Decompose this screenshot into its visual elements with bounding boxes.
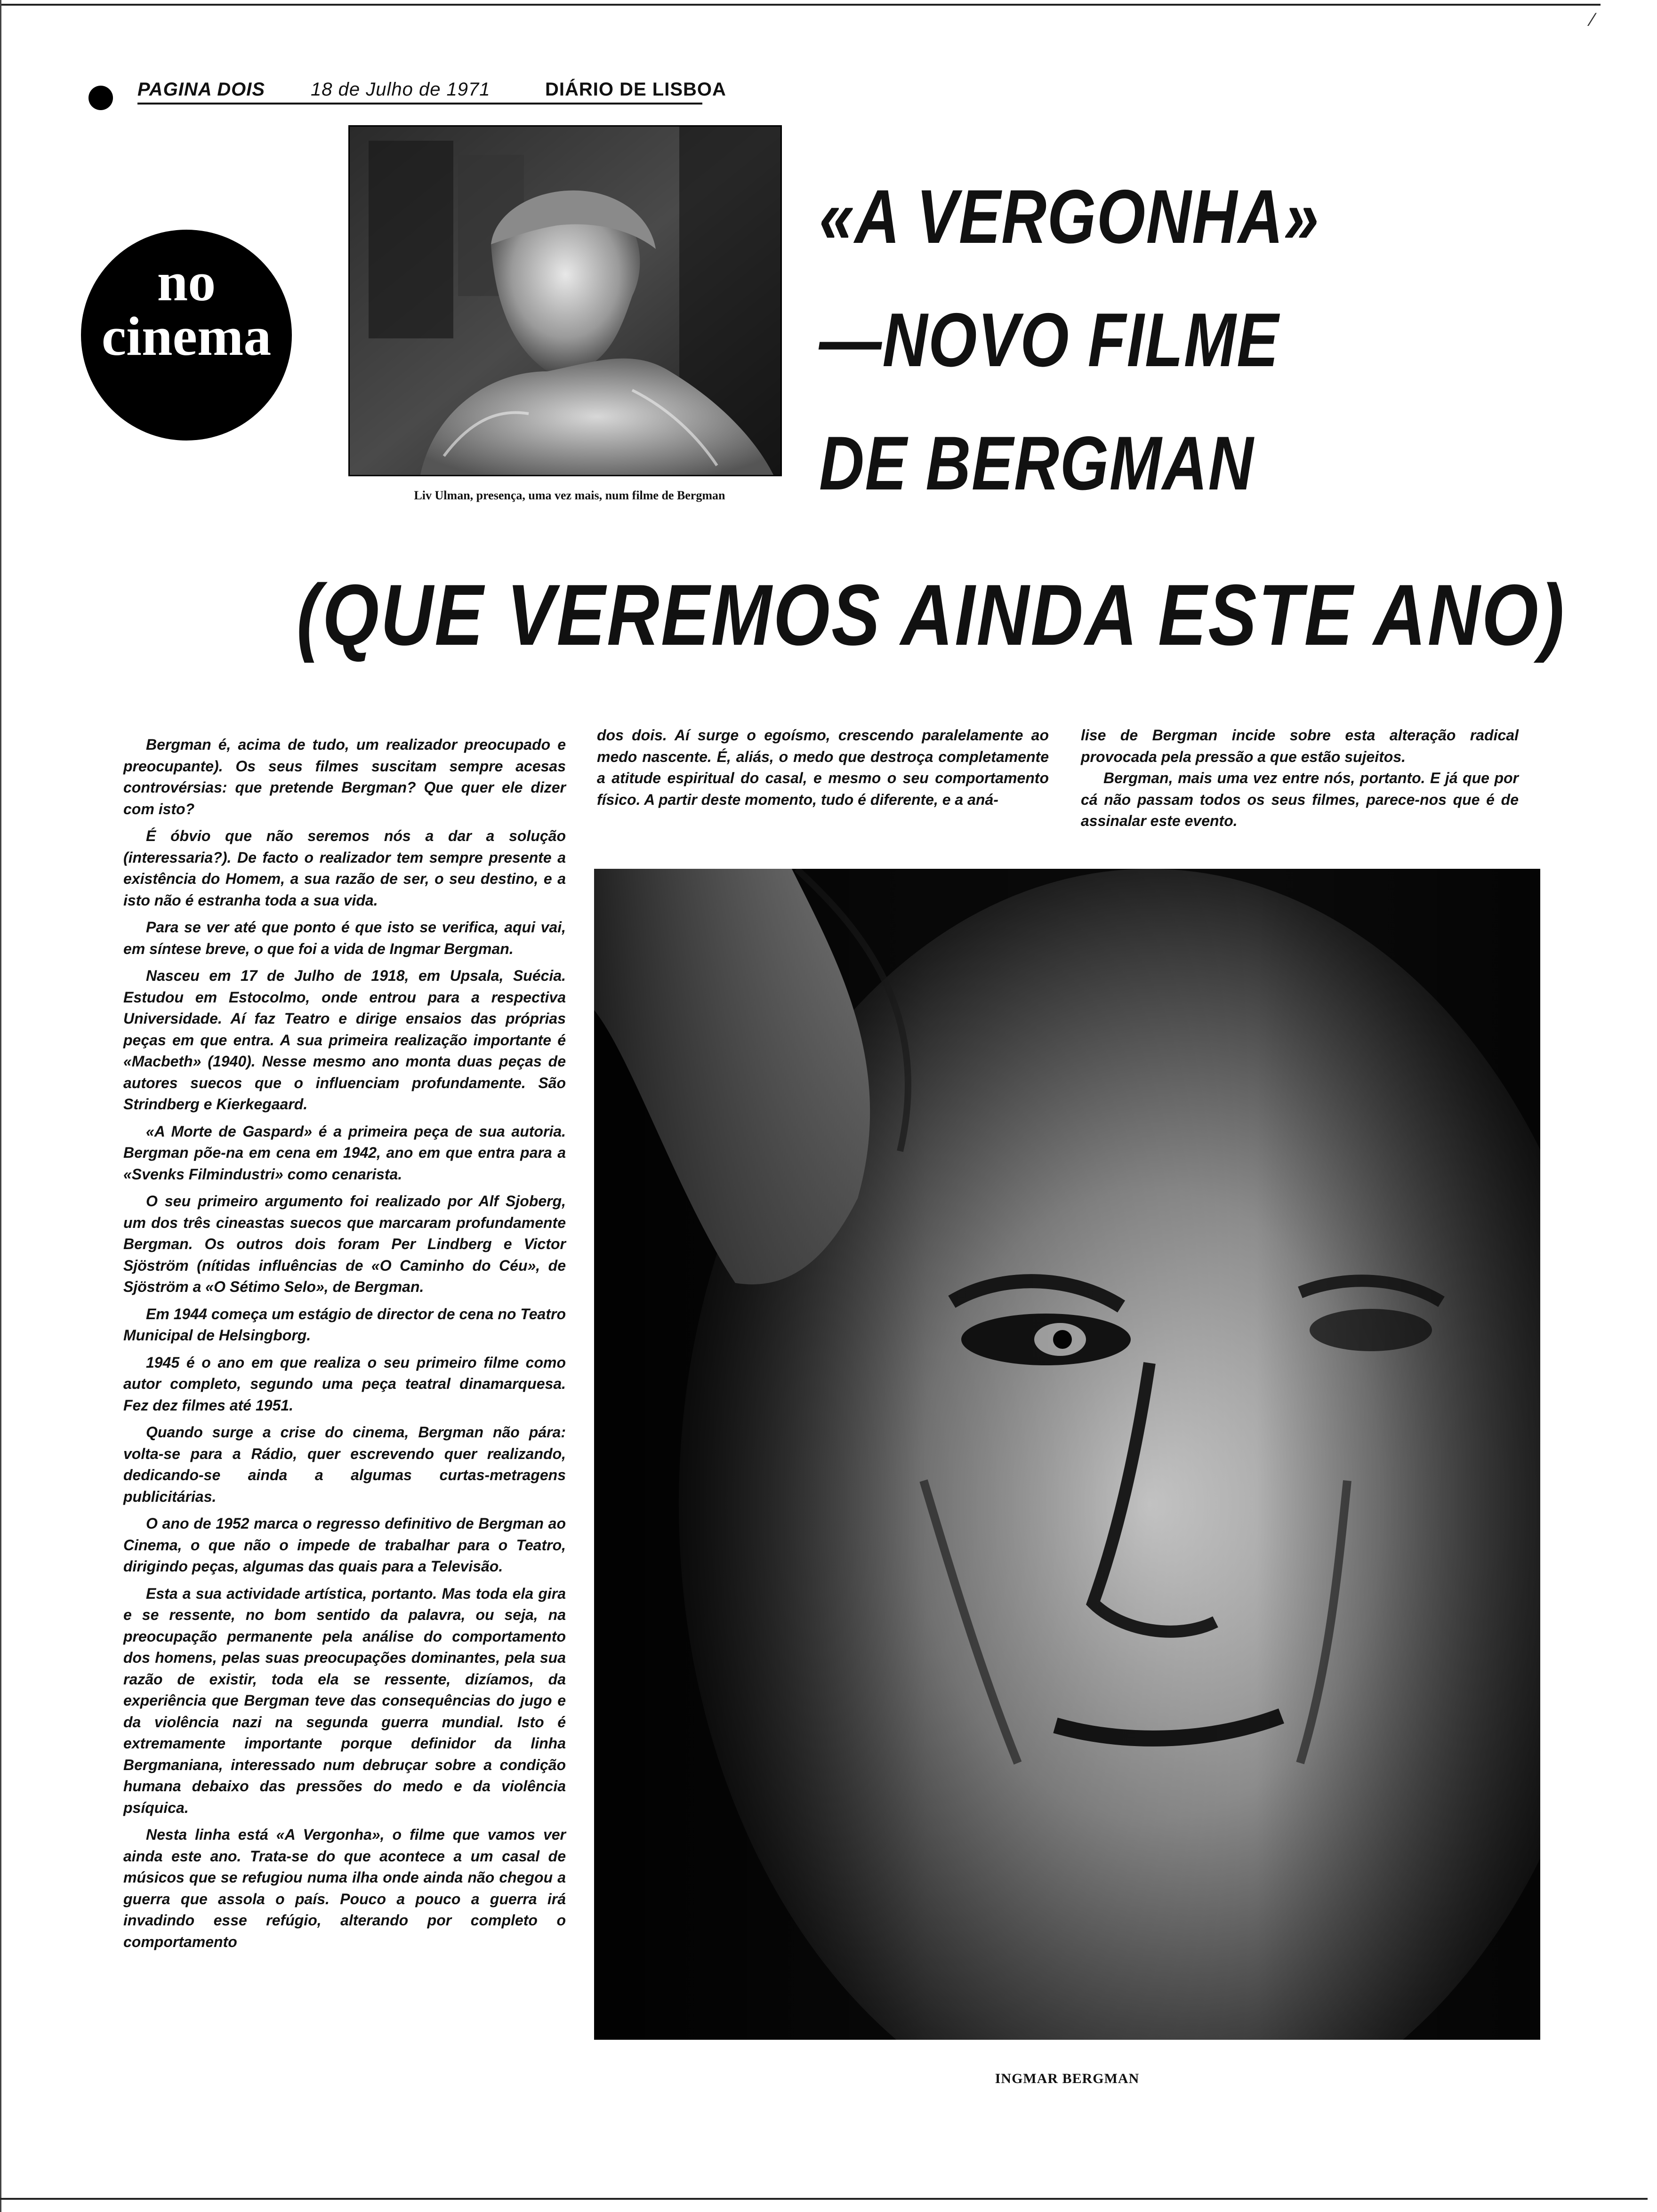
liv-ullmann-illustration [350, 127, 780, 475]
paragraph: dos dois. Aí surge o egoísmo, crescendo paralelamente ao medo nascente. É, aliás, o medo que destroça completamente a atitude espiritual do casal, e mesmo o seu comportamento físico. A partir deste momento, tudo é diferente, e a aná- [597, 727, 1049, 808]
paragraph: lise de Bergman incide sobre esta alteração radical provocada pela pressão a que estão sujeitos. [1081, 727, 1519, 765]
ingmar-bergman-caption: INGMAR BERGMAN [995, 2071, 1140, 2086]
liv-ullmann-caption: Liv Ulman, presença, uma vez mais, num filme de Bergman [414, 489, 725, 502]
section-badge-line2: cinema [101, 305, 272, 367]
headline-line3: DE BERGMAN [819, 421, 1255, 506]
article-column-3 [1081, 725, 1519, 832]
paragraph: Para se ver até que ponto é que isto se verifica, aqui vai, em síntese breve, o que foi a vida de Ingmar Bergman. [123, 919, 566, 957]
paragraph: É óbvio que não seremos nós a dar a solução (interessaria?). De facto o realizador tem sempre presente a existência do Homem, a sua razão de ser, o seu destino, e a isto não é estranha toda a sua vida. [123, 827, 566, 909]
headline [819, 155, 1321, 525]
page-label: PAGINA DOIS [137, 79, 265, 100]
paragraph: Quando surge a crise do cinema, Bergman não pára: volta-se para a Rádio, quer escrevendo quer realizando, dedicando-se ainda a algumas curtas-metragens publicitárias. [123, 1424, 566, 1505]
top-border-rule [0, 4, 1601, 6]
paragraph: Esta a sua actividade artística, portanto. Mas toda ela gira e se ressente, no bom sentido da palavra, ou seja, na preocupação permanente pela análise do comportamento dos homens, pelas suas preocupações dominantes, pela sua razão de existir, toda ela se ressente, dizíamos, da experiência que Bergman teve das consequências do jugo e da violência nazi na segunda guerra mundial. Isto é extremamente importante porque definidor da linha Bergmaniana, interessado num debruçar sobre a condição humana debaixo das pressões do medo e da violência psíquica. [123, 1585, 566, 1816]
folio-bullet [88, 86, 113, 110]
paragraph: Nesta linha está «A Vergonha», o filme que vamos ver ainda este ano. Trata-se do que acontece a um casal de músicos que se refugiou numa ilha onde ainda não chegou a guerra que assola o país. Pouco a pouco a guerra irá invadindo esse refúgio, alterando por completo o comportamento [123, 1826, 566, 1950]
paragraph: O ano de 1952 marca o regresso definitivo de Bergman ao Cinema, o que não o impede de trabalhar para o Teatro, dirigindo peças, algumas das quais para a Televisão. [123, 1515, 566, 1575]
bottom-border-rule [0, 2198, 1648, 2200]
issue-date: 18 de Julho de 1971 [311, 79, 491, 100]
paragraph: 1945 é o ano em que realiza o seu primeiro filme como autor completo, segundo uma peça teatral dinamarquesa. Fez dez filmes até 1951. [123, 1354, 566, 1414]
margin-mark: ⁄ [1591, 9, 1594, 30]
liv-ullmann-photo [348, 125, 782, 476]
newspaper-name: DIÁRIO DE LISBOA [545, 79, 726, 100]
section-badge-no-cinema [81, 230, 292, 441]
ingmar-bergman-portrait [594, 869, 1540, 2040]
folio-underline [137, 103, 702, 104]
paragraph: Bergman, mais uma vez entre nós, portanto. E já que por cá não passam todos os seus filmes, parece-nos que é de assinalar este evento. [1081, 769, 1519, 829]
paragraph: Nasceu em 17 de Julho de 1918, em Upsala, Suécia. Estudou em Estocolmo, onde entrou para a respectiva Universidade. Aí faz Teatro e dirige ensaios das próprias peças em que entra. A sua primeira realização importante é «Macbeth» (1940). Nesse mesmo ano monta duas peças de autores suecos que o influenciam profundamente. São Strindberg e Kierkegaard. [123, 967, 566, 1113]
paragraph: «A Morte de Gaspard» é a primeira peça de sua autoria. Bergman põe-na em cena em 1942, ano em que entra para a «Svenks Filmindustri» como cenarista. [123, 1122, 566, 1183]
ingmar-bergman-illustration [594, 869, 1540, 2040]
left-border-rule [0, 0, 1, 2212]
subheadline: (QUE VEREMOS AINDA ESTE ANO) [297, 566, 1566, 663]
article-column-1 [123, 734, 566, 1958]
paragraph: Bergman é, acima de tudo, um realizador preocupado e preocupante). Os seus filmes suscitam sempre acesas controvérsias: que pretende Bergman? Que quer ele dizer com isto? [123, 736, 566, 817]
section-badge-line1: no [157, 251, 216, 313]
paragraph: Em 1944 começa um estágio de director de cena no Teatro Municipal de Helsingborg. [123, 1305, 566, 1344]
headline-line1: «A VERGONHA» [819, 174, 1319, 259]
article-column-2 [597, 725, 1049, 810]
headline-line2: —NOVO FILME [819, 297, 1279, 383]
paragraph: O seu primeiro argumento foi realizado por Alf Sjoberg, um dos três cineastas suecos que marcaram profundamente Bergman. Os outros dois foram Per Lindberg e Victor Sjöström (nítidas influências de «O Caminho do Céu», de Sjöström a «O Sétimo Selo», de Bergman. [123, 1193, 566, 1295]
